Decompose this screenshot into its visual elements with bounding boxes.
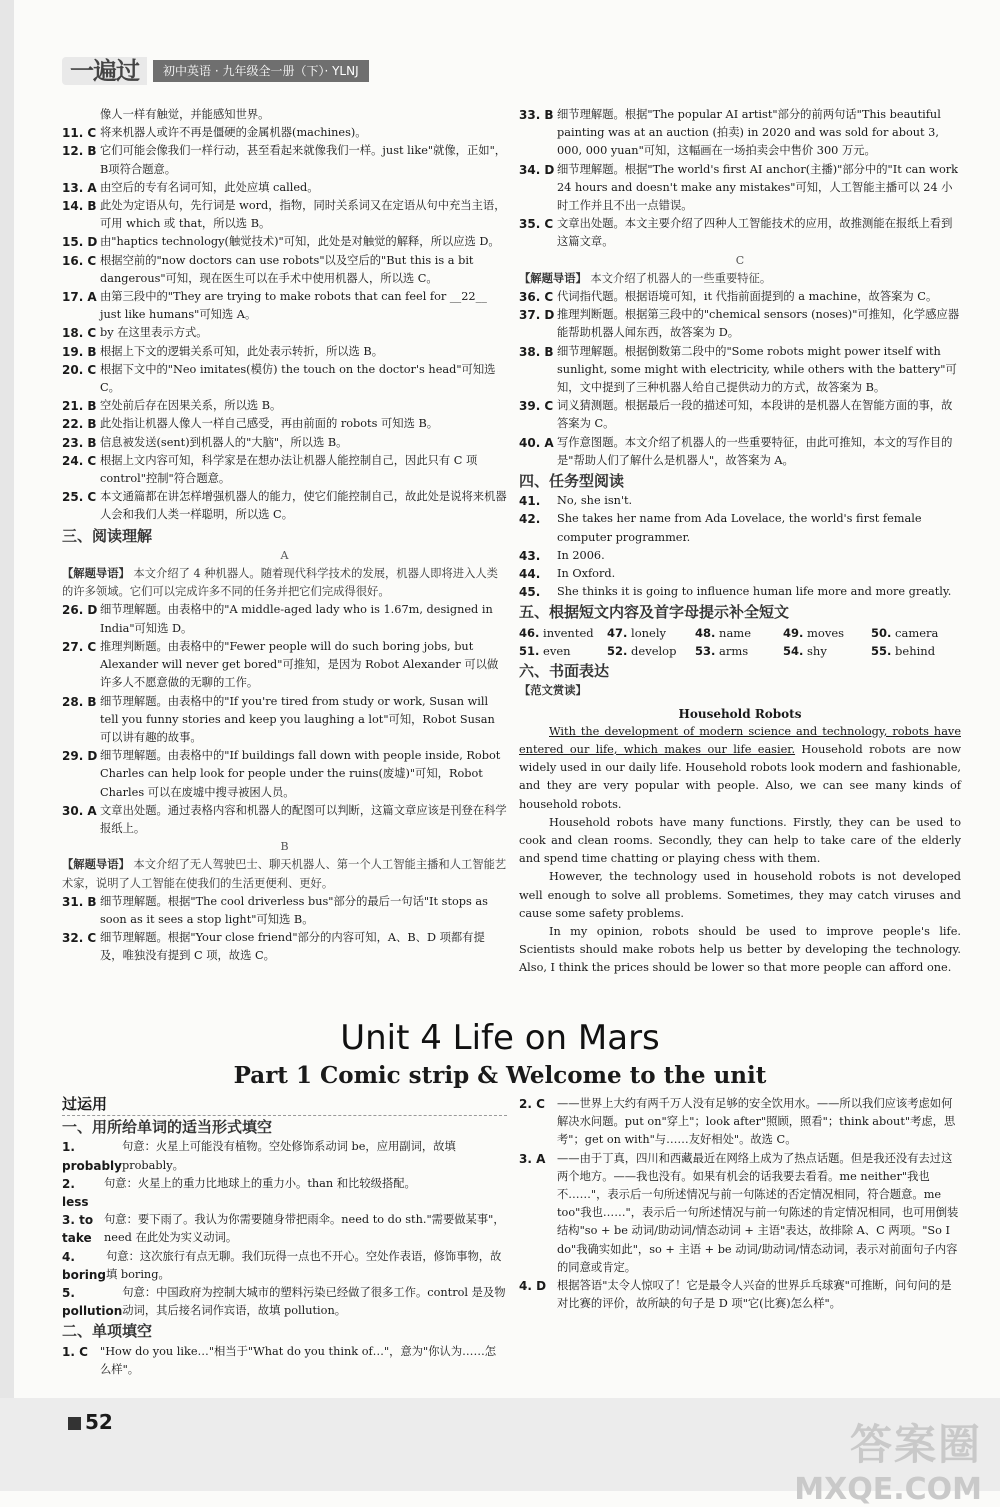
answer-item — [519, 1095, 961, 1150]
right-column — [519, 106, 961, 978]
answer-item — [519, 161, 961, 216]
answer-text: 代词指代题。根据语境可知，it 代指前面提到的 a machine，故答案为 C。 — [557, 290, 938, 304]
answer-number: 29. D — [62, 749, 98, 764]
answer-text: by 在这里表示方式。 — [100, 326, 208, 340]
answer-number: 24. C — [62, 453, 97, 468]
answer-number: 23. B — [62, 435, 97, 450]
passage-label-b: B — [280, 840, 289, 854]
single-choice-answers — [62, 1343, 507, 1379]
guide-a: 【解题导语】 本文介绍了 4 种机器人。随着现代科学技术的发展，机器人即将进入人类的许多领域。它们可以完成许多不同的任务并把它们完成得很好。 — [62, 567, 498, 599]
answer-item — [62, 802, 507, 838]
reading-c-answers — [519, 288, 961, 470]
section-heading-task: 四、任务型阅读 — [519, 472, 625, 491]
answer-item — [62, 397, 507, 415]
answer-item — [62, 197, 507, 233]
answer-text: 句意：这次旅行有点无聊。我们玩得一点也不开心。空处作表语，修饰事物，故填 boring。 — [106, 1249, 502, 1281]
answer-number: 22. B — [62, 417, 97, 432]
section-heading-single-choice: 二、单项填空 — [62, 1322, 153, 1341]
answer-text: 推理判断题。根据第三段中的"chemical sensors (noses)"可推知，化学感应器能帮助机器人闻东西，故答案为 D。 — [557, 308, 960, 340]
passage-label-a: A — [280, 548, 289, 562]
answer-text: She thinks it is going to influence human life more and more greatly. — [557, 585, 952, 599]
answer-text: 空处前后存在因果关系，所以选 B。 — [100, 399, 282, 413]
answer-number: 16. C — [62, 253, 97, 268]
guide-c: 【解题导语】 本文介绍了机器人的一些重要特征。 — [519, 271, 772, 285]
answer-item — [519, 565, 961, 583]
answer-text: 它们可能会像我们一样行动，甚至看起来就像我们一样。just like"就像，正如"，B项符合题意。 — [100, 144, 507, 176]
answer-item — [519, 510, 961, 546]
answer-text: 由空后的专有名词可知，此处应填 called。 — [100, 180, 319, 194]
answer-text: 将来机器人或许不再是僵硬的金属机器(machines)。 — [100, 126, 367, 140]
answer-item — [62, 288, 507, 324]
answer-text: No, she isn't. — [557, 494, 633, 508]
answer-number: 12. B — [62, 144, 97, 159]
fill-answer: 46. invented — [519, 625, 594, 640]
answer-number: 3. A — [519, 1151, 546, 1166]
answer-item — [62, 601, 507, 637]
answer-number: 1. C — [62, 1344, 88, 1359]
reading-a-answers — [62, 601, 507, 838]
answer-number: 11. C — [62, 126, 97, 141]
answer-text: 文章出处题。通过表格内容和机器人的配图可以判断，这篇文章应该是刊登在科学报纸上。 — [100, 803, 507, 835]
passage-label-c: C — [735, 253, 745, 267]
answer-text: 细节理解题。根据倒数第二段中的"Some robots might power itself with sunlight, some might with electricity, while others with the battery"可知，文中提到了三种机器人给自己提供动力的方式，故答案为 B。 — [557, 344, 957, 395]
answer-text: 由第三段中的"They are trying to make robots that can feel for __22__ just like humans"可知选 A。 — [100, 290, 487, 322]
answer-text: 细节理解题。由表格中的"If you're tired from study or work, Susan will tell you funny stories and keep you laughing a lot"可知，Robot Susan 可以讲有趣的故事。 — [100, 694, 495, 744]
brand-logo: 一遍过 — [62, 57, 147, 85]
answer-item — [62, 1284, 507, 1320]
answer-number: 27. C — [62, 639, 97, 654]
answer-number: 37. D — [519, 308, 555, 323]
answer-item — [62, 747, 507, 802]
answer-item — [62, 1248, 507, 1284]
answer-text: 句意：中国政府为控制大城市的塑料污染已经做了很多工作。control 是及物动词，其后接名词作宾语，故填 pollution。 — [122, 1286, 506, 1318]
fill-answer: 53. arms — [695, 643, 749, 658]
answer-text: 推理判断题。由表格中的"Fewer people will do such boring jobs, but Alexander will never get bored"可推知，是因为 Robot Alexander 可以做许多人不愿意做的无聊的工作。 — [100, 639, 499, 690]
answer-item — [62, 252, 507, 288]
answer-number: 21. B — [62, 399, 97, 414]
answer-text: 细节理解题。由表格中的"A middle-aged lady who is 1.67m, designed in India"可知选 D。 — [100, 603, 493, 635]
sample-tag: 【范文赏读】 — [519, 684, 587, 698]
fill-answer: 49. moves — [783, 625, 845, 640]
answer-text: 根据上文内容可知，科学家是在想办法让机器人能控制自己，因此只有 C 项 control"控制"符合题意。 — [100, 453, 478, 486]
answer-item — [519, 215, 961, 251]
part-title: Part 1 Comic strip & Welcome to the unit — [233, 1062, 767, 1089]
answer-text: 词义猜测题。根据最后一段的描述可知，本段讲的是机器人在智能方面的事，故答案为 C。 — [557, 399, 953, 431]
page-number: 52 — [68, 1410, 113, 1434]
practice-heading: 过运用 — [62, 1095, 507, 1116]
answer-text: 句意：火星上可能没有植物。空处修饰系动词 be，应用副词，故填 probably。 — [121, 1140, 456, 1172]
answer-number: 1. probably — [62, 1140, 122, 1173]
answer-item — [62, 106, 507, 124]
answer-item — [519, 106, 961, 161]
section-heading-writing: 六、书面表达 — [519, 662, 610, 681]
answer-text: 句意：火星上的重力比地球上的重力小。than 和比较级搭配。 — [104, 1176, 416, 1190]
essay-body: With the development of modern science and technology, robots have entered our life, which makes our life easier. Household robots are now widely used in our daily life. Household robots look modern and fashionable, and they are very popular with people. Also, we can see many kinds of household robots. Household robots have many functions. Firstly, they can be used to cook and clean rooms. Secondly, they can help to take care of the elderly and spend time chatting or playing chess with them. However, the technology used in household robots is not developed well enough to solve all problems. Sometimes, they may catch viruses and cause some safety problems. In my opinion, robots should be used to improve people's life. Scientists should make robots help us better by developing the technology. Also, I think the prices should be lower so that more people can afford one. — [519, 724, 962, 975]
unit-title: Unit 4 Life on Mars — [340, 1018, 660, 1058]
answer-text: 文章出处题。本文主要介绍了四种人工智能技术的应用，故推测能在报纸上看到这篇文章。 — [557, 217, 953, 249]
section-heading-word-form: 一、用所给单词的适当形式填空 — [62, 1118, 273, 1137]
answer-number: 4. D — [519, 1279, 547, 1294]
answer-item — [62, 343, 507, 361]
answer-text: 句意：要下雨了。我认为你需要随身带把雨伞。need to do sth."需要做某事"，need 在此处为实义动词。 — [104, 1213, 505, 1245]
page-header — [62, 57, 472, 85]
fill-answer: 55. behind — [871, 643, 936, 658]
bottom-left-column — [62, 1095, 507, 1379]
answer-number: 31. B — [62, 894, 97, 909]
fill-answer: 47. lonely — [607, 625, 667, 640]
answer-number: 17. A — [62, 290, 97, 305]
bottom-right-column — [519, 1095, 961, 1313]
answer-text: 由"haptics technology(触觉技术)"可知，此处是对触觉的解释，所以应选 D。 — [100, 235, 500, 249]
answer-text: 像人一样有触觉，并能感知世界。 — [100, 108, 270, 121]
fill-answer: 52. develop — [607, 643, 677, 658]
answer-text: 细节理解题。根据"The world's first AI anchor(主播)"部分中的"It can work 24 hours and doesn't make any mistakes"可知，人工智能主播可以 24 小时工作并且不出一点错误。 — [557, 162, 958, 213]
answer-item — [62, 929, 507, 965]
answer-number: 5. pollution — [62, 1286, 123, 1319]
answer-number: 33. B — [519, 108, 554, 122]
answer-item — [62, 361, 507, 397]
answer-text: 根据空前的"now doctors can use robots"以及空后的"But this is a bit dangerous"可知，现在医生可以在手术中使用机器人，所以选 C。 — [100, 253, 474, 285]
fill-answer: 48. name — [695, 625, 752, 640]
answer-number: 3. to take — [62, 1213, 94, 1246]
answer-text: 细节理解题。由表格中的"If buildings fall down with people inside, Robot Charles can help look for people under the ruins(废墟)"可知，Robot Charles 可以在废墟中搜寻被困人员。 — [100, 749, 501, 799]
answer-item — [62, 1138, 507, 1174]
answer-item — [519, 288, 961, 306]
answer-number: 25. C — [62, 490, 97, 505]
reading-b-answers-cont — [519, 106, 961, 252]
fill-row — [519, 642, 961, 660]
answer-text: 根据答语"太令人惊叹了！它是最令人兴奋的世界乒乓球赛"可推断，问句问的是对比赛的评价，故所缺的句子是 D 项"它(比赛)怎么样"。 — [557, 1279, 952, 1311]
answer-number: 28. B — [62, 694, 97, 709]
answer-number: 15. D — [62, 235, 98, 250]
answer-item — [519, 397, 961, 433]
reading-b-answers — [62, 893, 507, 966]
answer-number: 35. C — [519, 217, 554, 232]
answer-text: 信息被发送(sent)到机器人的"大脑"，所以选 B。 — [100, 435, 348, 449]
answer-item — [62, 415, 507, 433]
answer-number: 4. boring — [62, 1249, 106, 1282]
answer-number: 44. — [519, 567, 541, 582]
answer-item — [519, 343, 961, 398]
answer-item — [62, 434, 507, 452]
answer-number: 32. C — [62, 931, 97, 946]
left-column — [62, 106, 507, 966]
answer-number: 26. D — [62, 603, 98, 618]
watermark-logo: 答案圈 MXQE.COM — [794, 1420, 982, 1507]
book-subtitle: 初中英语 · 九年级全一册（下）· YLNJ — [153, 60, 369, 82]
answer-number: 45. — [519, 585, 541, 600]
essay-title: Household Robots — [678, 706, 802, 721]
answer-item — [62, 179, 507, 197]
answer-text: "How do you like…"相当于"What do you think of…"，意为"你认为……怎么样"。 — [100, 1344, 497, 1376]
fill-answer: 54. shy — [783, 643, 827, 658]
answer-number: 39. C — [519, 399, 554, 414]
answer-number: 42. — [519, 512, 541, 527]
fill-answers — [519, 624, 961, 660]
answer-item — [62, 233, 507, 251]
answer-text: 根据上下文的逻辑关系可知，此处表示转折，所以选 B。 — [100, 344, 384, 358]
answer-text: 细节理解题。根据"Your close friend"部分的内容可知，A、B、D 项都有提及，唯独没有提到 C 项，故选 C。 — [100, 931, 485, 963]
answer-number: 20. C — [62, 362, 97, 377]
section-heading-fill: 五、根据短文内容及首字母提示补全短文 — [519, 603, 790, 622]
answer-number: 34. D — [519, 162, 555, 177]
answer-item — [519, 583, 961, 601]
answer-item — [519, 547, 961, 565]
answer-text: 细节理解题。根据"The cool driverless bus"部分的最后一句话"It stops as soon as it sees a stop light"可知选 B。 — [100, 894, 488, 926]
answer-item — [62, 452, 507, 488]
fill-row — [519, 624, 961, 642]
answer-text: 根据下文中的"Neo imitates(模仿) the touch on the doctor's head"可知选 C。 — [100, 362, 496, 395]
binding-strip — [0, 0, 14, 1491]
answer-number: 13. A — [62, 180, 97, 195]
answer-item — [62, 1175, 507, 1211]
answer-item — [62, 124, 507, 142]
answer-item — [519, 1277, 961, 1313]
answer-item — [62, 893, 507, 929]
answer-number: 14. B — [62, 199, 97, 214]
answer-text: 细节理解题。根据"The popular AI artist"部分的前两句话"This beautiful painting was at an auction (拍卖) in 2020 and was sold for about 3, 000, 000 yuan"可知，这幅画在一场拍卖会中售价 300 万元。 — [557, 108, 941, 158]
answer-text: 本文通篇都在讲怎样增强机器人的能力，使它们能控制自己，故此处是说将来机器人会和我们人类一样聪明，所以选 C。 — [100, 490, 507, 522]
answer-item — [62, 693, 507, 748]
answer-item — [519, 434, 961, 470]
single-choice-answers-cont — [519, 1095, 961, 1313]
answer-item — [62, 488, 507, 524]
answer-item — [62, 638, 507, 693]
answer-number — [62, 106, 100, 124]
answer-item — [62, 1343, 507, 1379]
answer-item — [62, 324, 507, 342]
answer-text: She takes her name from Ada Lovelace, the world's first female computer programmer. — [557, 512, 922, 544]
answer-item — [519, 492, 961, 510]
fill-answer: 51. even — [519, 643, 571, 658]
answer-item — [519, 1150, 961, 1277]
section-heading-reading: 三、阅读理解 — [62, 526, 153, 545]
answer-text: ——由于丁真，四川和西藏最近在网络上成为了热点话题。但是我还没有去过这两个地方。——我也没有。如果有机会的话我要去看看。me neither"我也不……"，表示后一句所述情况与前一句陈述的否定情况相同，符合题意。me too"我也……"，表示后一句所述情况与前一句陈述的肯定情况相同，也可用倒装结构"so + be 动词/助动词/情态动词 + 主语"表达，故排除 A、C 两项。"So I do"我确实如此"，so + 主语 + be 动词/助动词/情态动词，表示对前面句子内容的同意或肯定。 — [557, 1151, 959, 1274]
answer-number: 36. C — [519, 290, 554, 305]
answer-text: In 2006. — [557, 548, 605, 562]
answer-number: 2. C — [519, 1097, 545, 1111]
answer-number: 41. — [519, 494, 541, 509]
answer-item — [62, 142, 507, 178]
answer-number: 19. B — [62, 344, 97, 359]
answer-text: ——世界上大约有两千万人没有足够的安全饮用水。——所以我们应该考虑如何解决水问题。put on"穿上"；look after"照顾，照看"；think about"考虑，思考"；get on with"与……友好相处"。故选 C。 — [557, 1097, 956, 1147]
answer-text: 此处指让机器人像人一样自己感受，再由前面的 robots 可知选 B。 — [100, 417, 439, 431]
cloze-answers — [62, 106, 507, 525]
answer-number: 40. A — [519, 435, 554, 450]
answer-number: 43. — [519, 548, 541, 563]
answer-text: 写作意图题。本文介绍了机器人的一些重要特征，由此可推知，本文的写作目的是"帮助人们了解什么是机器人"，故答案为 A。 — [557, 435, 953, 467]
word-form-answers — [62, 1138, 507, 1320]
answer-text: 此处为定语从句，先行词是 word，指物，同时关系词又在定语从句中充当主语，可用 which 或 that，所以选 B。 — [100, 199, 506, 231]
task-answers — [519, 492, 961, 601]
answer-number: 38. B — [519, 344, 554, 359]
answer-item — [519, 306, 961, 342]
answer-number: 2. less — [62, 1176, 89, 1210]
answer-item — [62, 1211, 507, 1247]
answer-text: In Oxford. — [557, 567, 616, 581]
guide-b: 【解题导语】 本文介绍了无人驾驶巴士、聊天机器人、第一个人工智能主播和人工智能艺术家，说明了人工智能在使我们的生活更便利、更好。 — [62, 858, 507, 890]
answer-number: 30. A — [62, 803, 97, 818]
answer-number: 18. C — [62, 326, 97, 341]
fill-answer: 50. camera — [871, 625, 939, 640]
